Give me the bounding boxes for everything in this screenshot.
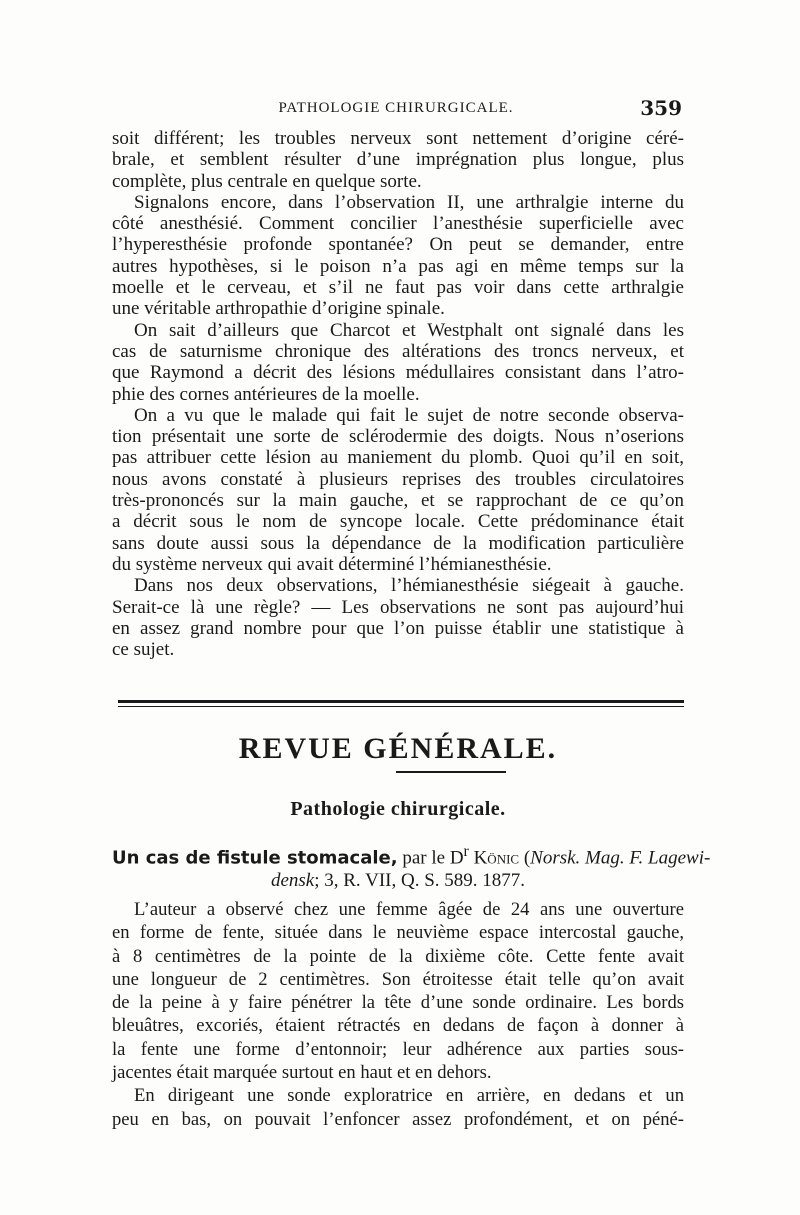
section-rule-thin <box>118 706 684 707</box>
article-line: En dirigeant une sonde exploratrice en arrière, en dedans et un <box>134 1085 684 1107</box>
body-line: du système nerveux qui avait déterminé l’hémianesthésie. <box>112 553 552 575</box>
article-reference: ; 3, R. VII, Q. S. 589. 1877. <box>314 870 526 892</box>
body-line: cas de saturnisme chronique des altérations des troncs nerveux, et <box>112 340 684 362</box>
article-source-cont: densk <box>270 870 315 892</box>
body-line: Serait-ce là une règle? — Les observations ne sont pas aujourd’hui <box>112 596 684 618</box>
article-line: peu en bas, on pouvait l’enfoncer assez profondément, et on péné- <box>112 1108 684 1130</box>
body-line: Dans nos deux observations, l’hémianesthésie siégeait à gauche. <box>134 575 684 597</box>
subsection-title: Pathologie chirurgicale. <box>290 798 506 820</box>
body-line: a décrit sous le nom de syncope locale. Cette prédominance était <box>112 511 684 533</box>
body-line: tion présentait une sorte de sclérodermie des doigts. Nous n’oserions <box>112 426 684 448</box>
article-title: Un cas de fistule stomacale, <box>112 847 398 869</box>
body-line: côté anesthésié. Comment concilier l’anesthésie superficielle avec <box>112 213 684 235</box>
article-heading-line-1: Un cas de fistule stomacale, par le $D^r$ Könic (Norsk. Mag. F. Lagewi- <box>112 843 711 869</box>
body-line: nous avons constaté à plusieurs reprises des troubles circulatoires <box>112 468 684 490</box>
article-line: une longueur de 2 centimètres. Son étroitesse était telle qu’on avait <box>112 968 684 990</box>
body-line: pas attribuer cette lésion au maniement du plomb. Quoi qu’il en soit, <box>112 447 684 469</box>
body-line: moelle et le cerveau, et s’il ne faut pas voir dans cette arthralgie <box>112 277 684 299</box>
body-text <box>112 128 684 660</box>
article-author: Könic <box>473 847 520 869</box>
body-line: On sait d’ailleurs que Charcot et Westphalt ont signalé dans les <box>134 319 684 341</box>
body-line: en assez grand nombre pour que l’on puisse établir une statistique à <box>112 617 684 639</box>
article-line: à 8 centimètres de la pointe de la dixième côte. Cette fente avait <box>112 945 684 967</box>
section-title-underline <box>396 771 506 773</box>
body-line: très-prononcés sur la main gauche, et se rapprochant de ce qu’on <box>112 490 684 512</box>
article-heading <box>112 840 711 892</box>
body-line: On a vu que le malade qui fait le sujet de notre seconde observa- <box>134 404 684 426</box>
article-by: par le D <box>397 847 464 869</box>
article-line: jacentes était marquée surtout en haut et en dehors. <box>112 1062 492 1084</box>
article-dr-sup: r <box>463 843 469 860</box>
body-line: complète, plus centrale en quelque sorte. <box>112 170 422 192</box>
article-line: bleuâtres, excoriés, étaient rétractés en dedans de façon à donner à <box>112 1015 684 1037</box>
section-title: REVUE GÉNÉRALE. <box>238 732 558 765</box>
body-line: sans doute aussi sous la dépendance de la modification particulière <box>112 532 684 554</box>
article-text <box>112 898 684 1131</box>
body-line: ce sujet. <box>112 639 175 661</box>
article-line: de la peine à y faire pénétrer la tête d’une sonde ordinaire. Les bords <box>112 992 684 1014</box>
body-line: phie des cornes antérieures de la moelle. <box>112 383 420 405</box>
article-line: en forme de fente, située dans le neuvième espace intercostal gauche, <box>112 922 684 944</box>
article-source: Norsk. Mag. F. Lagewi- <box>530 847 711 869</box>
body-line: Signalons encore, dans l’observation II, une arthralgie interne du <box>134 191 684 213</box>
body-line: brale, et semblent résulter d’une imprégnation plus longue, plus <box>112 149 684 171</box>
body-line: autres hypothèses, si le poison n’a pas agi en même temps sur la <box>112 255 684 277</box>
page-number: 359 <box>640 96 682 120</box>
article-line: L’auteur a observé chez une femme âgée de 24 ans une ouverture <box>134 899 684 920</box>
running-head-title: PATHOLOGIE CHIRURGICALE. <box>278 100 514 116</box>
section-rule-thick <box>118 700 684 703</box>
body-line: que Raymond a décrit des lésions médullaires consistant dans l’atro- <box>112 362 684 384</box>
article-line: la fente une forme d’entonnoir; leur adhérence aux parties sous- <box>112 1038 684 1060</box>
body-line: soit différent; les troubles nerveux sont nettement d’origine céré- <box>112 128 684 149</box>
body-line: l’hyperesthésie profonde spontanée? On peut se demander, entre <box>112 234 684 256</box>
article-heading-line-2 <box>112 869 684 892</box>
body-line: une véritable arthropathie d’origine spinale. <box>112 298 445 320</box>
running-head <box>110 98 682 122</box>
